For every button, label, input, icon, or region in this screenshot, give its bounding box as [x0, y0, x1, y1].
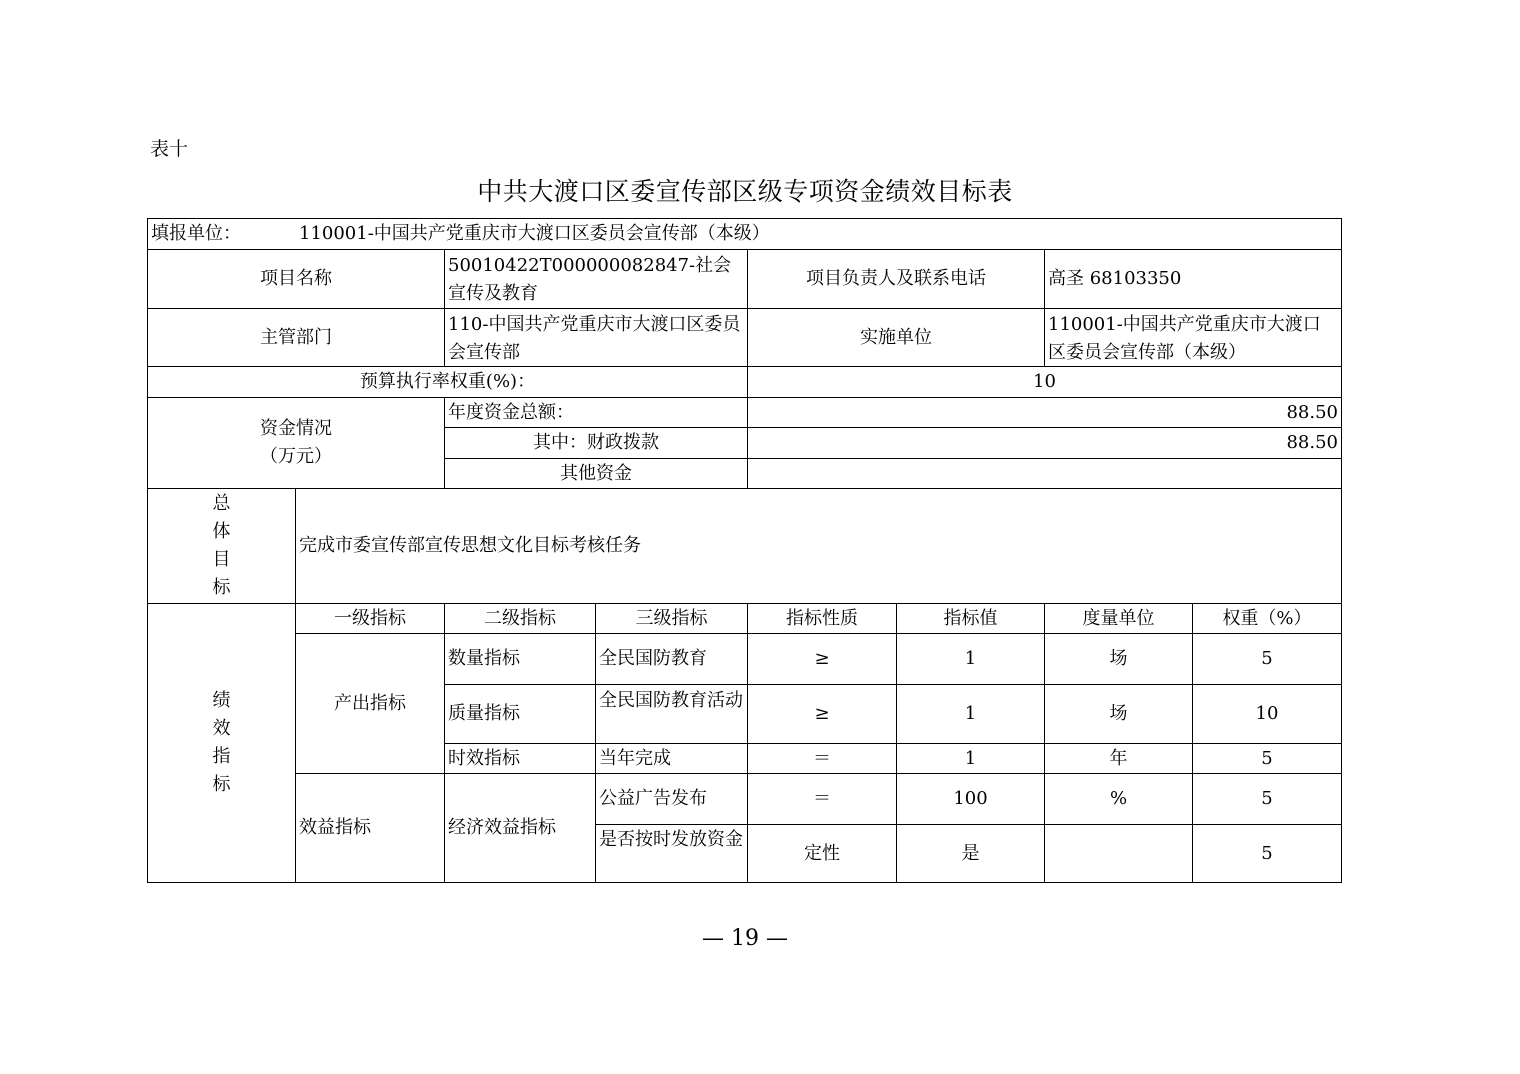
- table-row-nature: ≥: [748, 685, 897, 744]
- table-row-l2: 数量指标: [445, 634, 596, 685]
- header-unit: 度量单位: [1045, 604, 1193, 634]
- perf-label: [148, 604, 296, 882]
- table-row-value: 是: [897, 825, 1045, 882]
- goal-label-char: 标: [212, 577, 231, 598]
- table-row-weight: 5: [1193, 774, 1341, 825]
- funds-label: [148, 398, 445, 489]
- table-row-l3: 全民国防教育: [596, 634, 748, 685]
- goal-label-char: 总: [212, 493, 231, 514]
- funds-label-line1: 资金情况: [260, 418, 332, 439]
- table-row-unit: 年: [1045, 744, 1193, 774]
- benefit-indicator-label: 效益指标: [296, 774, 445, 882]
- funds-other-label: 其他资金: [445, 459, 748, 489]
- table-row-weight: 5: [1193, 634, 1341, 685]
- header-level2: 二级指标: [445, 604, 596, 634]
- contact-label: 项目负责人及联系电话: [748, 250, 1045, 309]
- header-nature: 指标性质: [748, 604, 897, 634]
- table-row-nature: 定性: [748, 825, 897, 882]
- header-level1: 一级指标: [296, 604, 445, 634]
- table-row-unit: 场: [1045, 634, 1193, 685]
- funds-total-label: 年度资金总额：: [445, 398, 748, 428]
- table-row-weight: 10: [1193, 685, 1341, 744]
- header-weight: 权重（%）: [1193, 604, 1341, 634]
- table-row-nature: ＝: [748, 744, 897, 774]
- goal-text: 完成市委宣传部宣传思想文化目标考核任务: [296, 489, 1341, 604]
- table-row-l2: 质量指标: [445, 685, 596, 744]
- dept-value: 110-中国共产党重庆市大渡口区委员会宣传部: [445, 309, 748, 367]
- fill-unit-label: 填报单位：: [151, 223, 241, 244]
- table-row-value: 100: [897, 774, 1045, 825]
- perf-label-char: 效: [212, 718, 231, 739]
- output-indicator-label: 产出指标: [296, 634, 445, 774]
- economic-benefit-label: 经济效益指标: [445, 774, 596, 882]
- table-row-l3: 全民国防教育活动: [596, 685, 748, 744]
- funds-label-line2: （万元）: [260, 446, 332, 467]
- table-row-unit: 场: [1045, 685, 1193, 744]
- fill-unit-row: [148, 219, 1341, 250]
- goal-label-char: 目: [212, 549, 231, 570]
- table-row-value: 1: [897, 685, 1045, 744]
- table-row-weight: 5: [1261, 842, 1273, 864]
- funds-total-value: 88.50: [748, 398, 1341, 428]
- goal-label: [148, 489, 296, 604]
- table-row-l3: 公益广告发布: [596, 774, 748, 825]
- table-row-l3: 是否按时发放资金: [596, 825, 748, 882]
- perf-label-char: 指: [212, 746, 231, 767]
- budget-weight-label: 预算执行率权重(%)：: [148, 367, 748, 398]
- table-row-nature: ＝: [748, 774, 897, 825]
- performance-target-table: [147, 218, 1342, 883]
- table-row-l3: 当年完成: [596, 744, 748, 774]
- dept-label: 主管部门: [148, 309, 445, 367]
- impl-value: 110001-中国共产党重庆市大渡口区委员会宣传部（本级）: [1045, 309, 1341, 367]
- page-number: — 19 —: [702, 926, 788, 951]
- goal-label-char: 体: [212, 521, 231, 542]
- perf-label-char: 绩: [212, 690, 231, 711]
- header-value: 指标值: [897, 604, 1045, 634]
- table-row-unit: [1045, 825, 1193, 882]
- funds-fiscal-value: 88.50: [748, 428, 1341, 459]
- document-title: 中共大渡口区委宣传部区级专项资金绩效目标表: [477, 177, 1013, 206]
- impl-label: 实施单位: [748, 309, 1045, 367]
- funds-fiscal-label: 其中：财政拨款: [445, 428, 748, 459]
- table-row-value: 1: [897, 744, 1045, 774]
- fill-unit-value: 110001-中国共产党重庆市大渡口区委员会宣传部（本级）: [299, 223, 770, 244]
- funds-other-value: [748, 459, 1341, 489]
- contact-value: 高圣 68103350: [1045, 250, 1341, 309]
- perf-label-char: 标: [212, 774, 231, 795]
- table-row-nature: ≥: [748, 634, 897, 685]
- project-name-value: 50010422T000000082847-社会宣传及教育: [445, 250, 748, 309]
- page-label: 表十: [150, 138, 189, 160]
- table-row-value: 1: [897, 634, 1045, 685]
- project-name-label: 项目名称: [148, 250, 445, 309]
- table-row-unit: %: [1045, 774, 1193, 825]
- table-row-l2: 时效指标: [445, 744, 596, 774]
- budget-weight-value: 10: [748, 367, 1341, 398]
- table-row-weight: 5: [1193, 744, 1341, 774]
- header-level3: 三级指标: [596, 604, 748, 634]
